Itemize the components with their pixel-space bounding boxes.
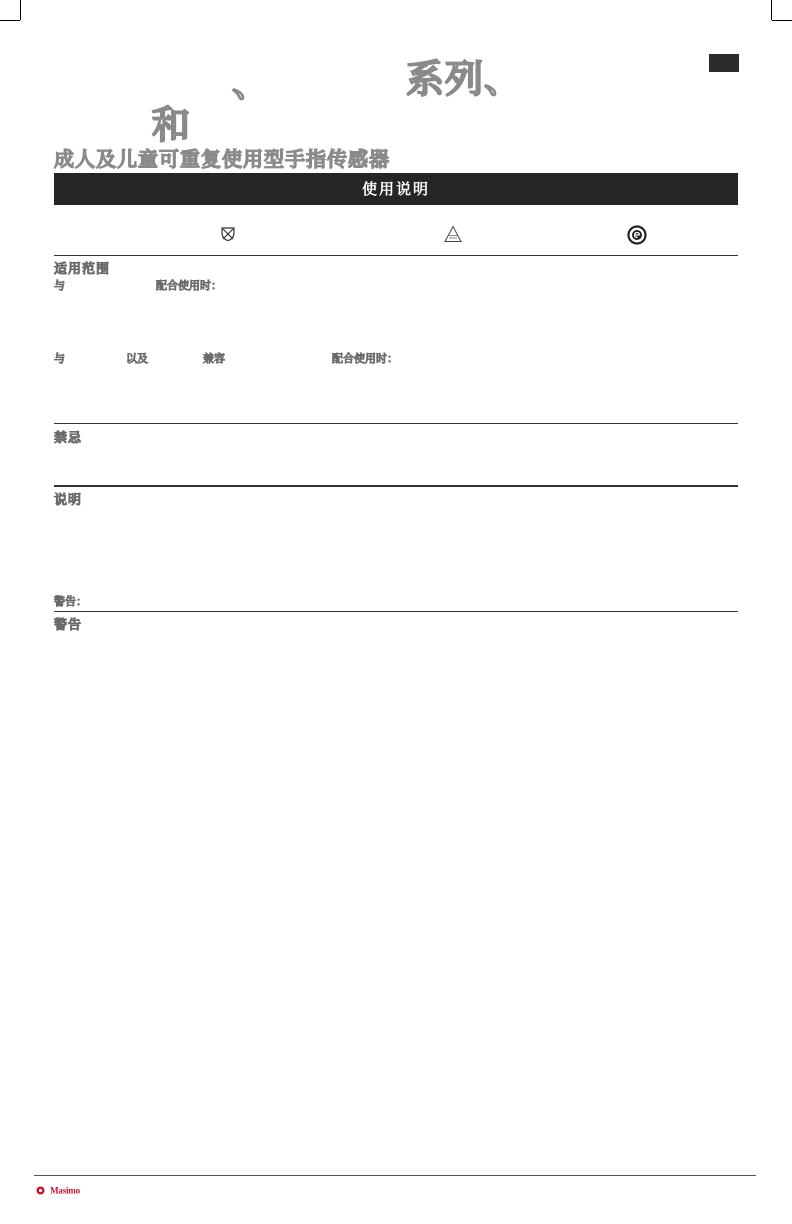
title-series-label: 系列、 [406,57,524,101]
indications-when-used-with-1: 配合使用时： [156,279,222,292]
recycle-e-icon [627,225,647,245]
indications-heading: 适用范围 [54,262,111,277]
warning-triangle-icon [444,225,462,243]
warnings-heading: 警告 [54,618,83,633]
title-and-label: 和 [152,103,192,147]
indications-when-used-with-2: 配合使用时： [332,352,398,365]
indications-and-also: 以及 [126,352,148,365]
crop-mark-top-right-v [771,0,772,20]
masimo-logo-icon [36,1186,45,1195]
indications-with-1: 与 [54,279,65,292]
description-warning-label: 警告： [54,595,87,608]
crop-mark-top-left-v [20,0,21,20]
no-latex-icon [220,226,236,242]
footer-divider [34,1175,756,1176]
footer-brand-logo [36,1180,80,1196]
crop-mark-top-left [0,20,20,21]
indications-with-2: 与 [54,352,65,365]
section-divider-indications [54,255,738,256]
section-divider-description [54,485,738,487]
crop-mark-top-right [772,20,792,21]
contraindications-heading: 禁忌 [54,431,83,446]
section-divider-contraindications [54,423,738,424]
indications-compatible: 兼容 [203,352,225,365]
document-subtitle: 成人及儿童可重复使用型手指传感器 [54,147,390,171]
description-heading: 说明 [54,493,83,508]
instructions-band-label: 使用说明 [361,180,430,198]
title-separator-1: 、 [232,61,272,105]
section-divider-warnings [54,611,738,612]
language-badge [709,54,739,72]
footer-brand-name: Masimo [50,1185,80,1196]
instructions-band [54,173,738,205]
